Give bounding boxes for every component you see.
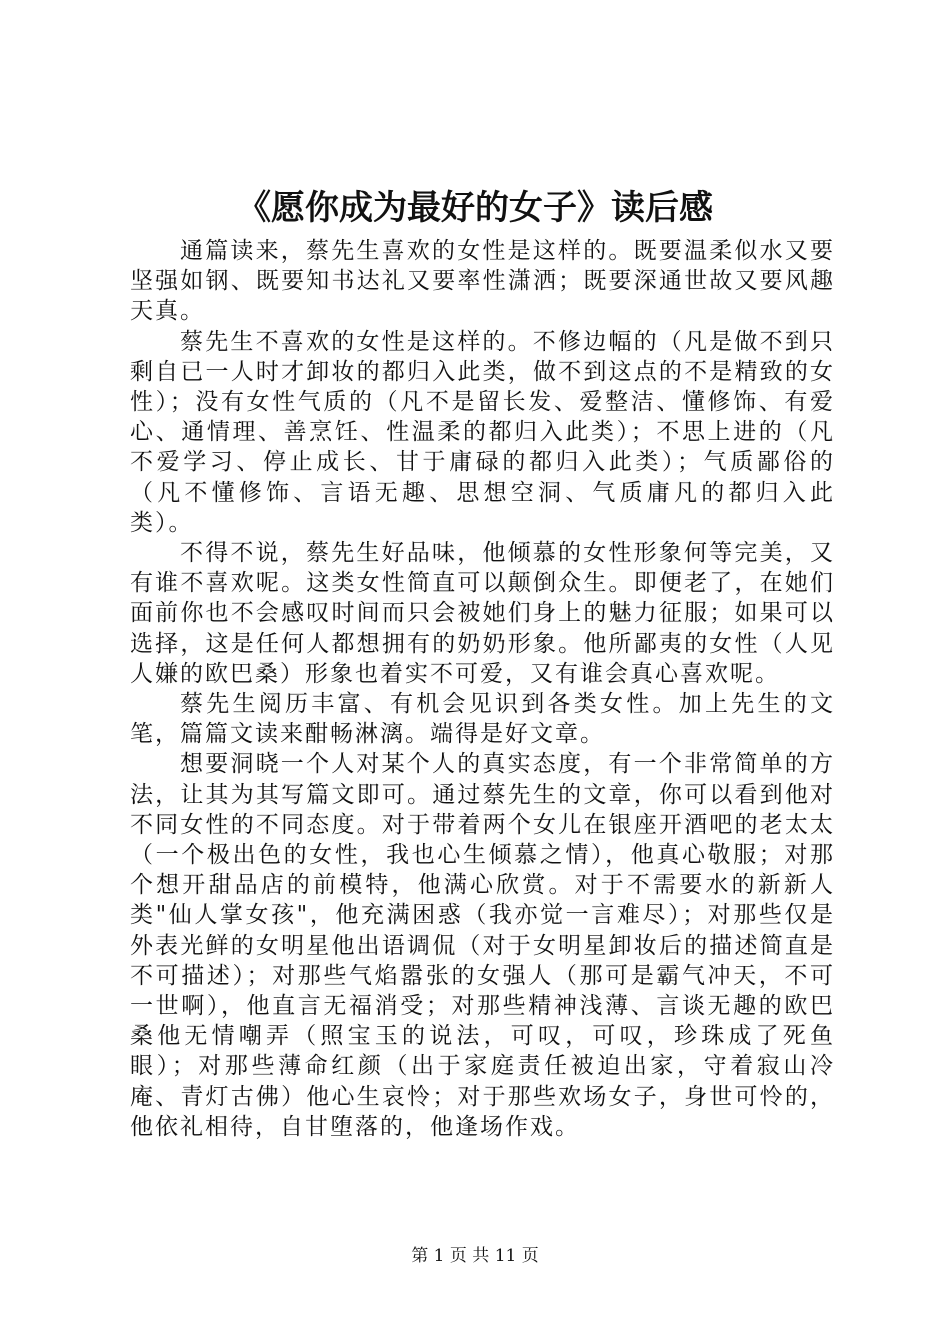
document-title: 《愿你成为最好的女子》读后感 <box>237 188 713 228</box>
paragraph: 想要洞晓一个人对某个人的真实态度，有一个非常简单的方法，让其为其写篇文即可。通过蔡先生的文章，你可以看到他对不同女性的不同态度。对于带着两个女儿在银座开酒吧的老太太（一个极出色的女性，我也心生倾慕之情），他真心敬服；对那个想开甜品店的前模特，他满心欣赏。对于不需要水的新新人类"仙人掌女孩"，他充满困惑（我亦觉一言难尽）；对那些仅是外表光鲜的女明星他出语调侃（对于女明星卸妆后的描述简直是不可描述）；对那些气焰嚣张的女强人（那可是霸气冲天，不可一世啊），他直言无福消受；对那些精神浅薄、言谈无趣的欧巴桑他无情嘲弄（照宝玉的说法，可叹，可叹，珍珠成了死鱼眼）；对那些薄命红颜（出于家庭责任被迫出家，守着寂山冷庵、青灯古佛）他心生哀怜；对于那些欢场女子，身世可怜的，他依礼相待，自甘堕落的，他逢场作戏。 <box>130 751 835 1140</box>
page-number-footer: 第 1 页 共 11 页 <box>411 1246 539 1266</box>
paragraph: 蔡先生阅历丰富、有机会见识到各类女性。加上先生的文笔，篇篇文读来酣畅淋漓。端得是好文章。 <box>130 691 835 748</box>
document-body <box>130 236 835 1142</box>
paragraph: 不得不说，蔡先生好品味，他倾慕的女性形象何等完美，又有谁不喜欢呢。这类女性简直可以颠倒众生。即便老了，在她们面前你也不会感叹时间而只会被她们身上的魅力征服；如果可以选择，这是任何人都想拥有的奶奶形象。他所鄙夷的女性（人见人嫌的欧巴桑）形象也着实不可爱，又有谁会真心喜欢呢。 <box>130 540 835 687</box>
paragraph: 通篇读来，蔡先生喜欢的女性是这样的。既要温柔似水又要坚强如钢、既要知书达礼又要率性潇洒；既要深通世故又要风趣天真。 <box>130 238 835 325</box>
paragraph: 蔡先生不喜欢的女性是这样的。不修边幅的（凡是做不到只剩自已一人时才卸妆的都归入此类，做不到这点的不是精致的女性）；没有女性气质的（凡不是留长发、爱整洁、懂修饰、有爱心、通情理、善烹饪、性温柔的都归入此类）；不思上进的（凡不爱学习、停止成长、甘于庸碌的都归入此类）；气质鄙俗的（凡不懂修饰、言语无趣、思想空洞、气质庸凡的都归入此类）。 <box>130 328 835 536</box>
